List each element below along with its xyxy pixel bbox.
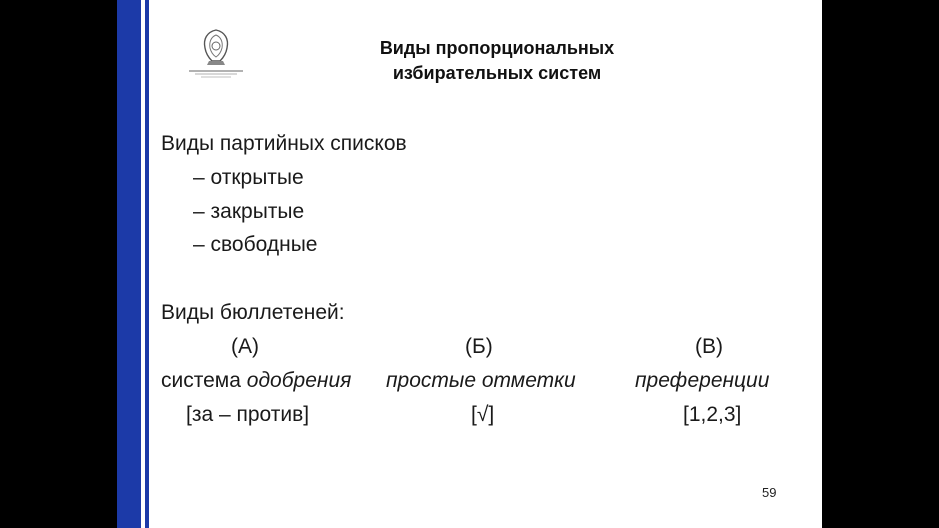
ballot-mark-ranking: [1,2,3] — [683, 403, 742, 426]
slide-title — [297, 36, 697, 86]
ballot-type-preferences: преференции — [635, 369, 770, 392]
page-number: 59 — [762, 485, 777, 500]
list-item-open: – открытые — [193, 166, 304, 189]
ballot-type-approval — [161, 368, 351, 394]
ballot-type-simple-marks: простые отметки — [386, 369, 576, 392]
ballots-heading: Виды бюллетеней: — [161, 301, 345, 324]
presentation-slide — [117, 0, 822, 528]
ballot-system-prefix: система — [161, 369, 241, 392]
university-emblem-icon — [187, 27, 245, 79]
ballot-mark-check: [√] — [471, 403, 495, 426]
slide-title-line-1: Виды пропорциональных — [379, 38, 615, 58]
list-item-closed: – закрытые — [193, 200, 305, 223]
ballot-type-approval-label: одобрения — [246, 369, 352, 392]
slide-title-line-2: избирательных систем — [392, 63, 602, 83]
ballot-letter-v: (В) — [695, 335, 723, 358]
ballot-letter-a: (А) — [231, 335, 259, 358]
left-accent-bar — [117, 0, 141, 528]
ballot-letter-b: (Б) — [465, 335, 493, 358]
party-lists-heading: Виды партийных списков — [161, 132, 407, 155]
list-item-free: – свободные — [193, 233, 318, 256]
ballot-mark-for-against: [за – против] — [186, 403, 310, 426]
left-accent-thin-bar — [145, 0, 149, 528]
